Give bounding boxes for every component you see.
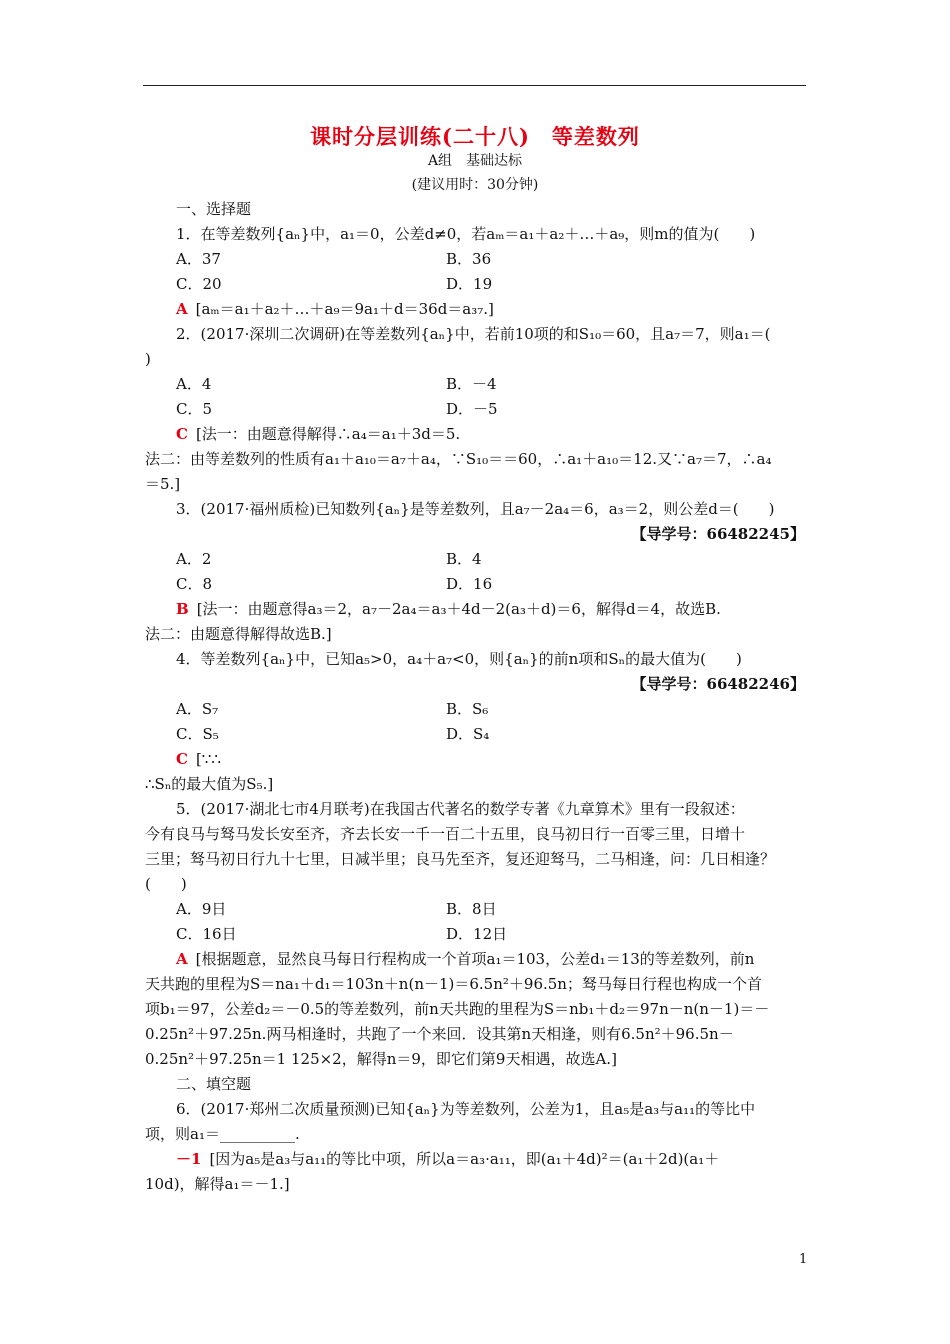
q1-answer-text: [aₘ＝a₁＋a₂＋…＋a₉＝9a₁＋d＝36d＝a₃₇.] xyxy=(195,300,494,318)
q3-guide-number: 【导学号：66482245】 xyxy=(631,525,805,543)
q4-option-d: D．S₄ xyxy=(446,725,490,743)
q1-option-a: A．37 xyxy=(176,250,221,268)
q6-answer xyxy=(176,1150,719,1168)
section-choice-heading: 一、选择题 xyxy=(176,200,252,218)
q5-answer-text: [根据题意，显然良马每日行程构成一个首项a₁＝103，公差d₁＝13的等差数列，前n xyxy=(195,950,755,968)
q5-option-c: C．16日 xyxy=(176,925,237,943)
q5-stem-line3: 三里；驽马初日行九十七里，日减半里；良马先至齐，复还迎驽马，二马相逢，问：几日相逢？ xyxy=(145,850,776,868)
q3-stem: 3．(2017·福州质检)已知数列{aₙ}是等差数列，且a₇－2a₄＝6，a₃＝2，则公差d＝( ) xyxy=(176,500,775,518)
q3-option-b: B．4 xyxy=(446,550,482,568)
q2-answer xyxy=(176,425,460,443)
q3-answer-line2: 法二：由题意得解得故选B.] xyxy=(145,625,332,643)
time-note: (建议用时：30分钟) xyxy=(411,177,539,193)
q3-answer-key: B xyxy=(176,600,189,618)
q4-answer-text: [∵∴ xyxy=(195,750,221,768)
q2-option-a: A．4 xyxy=(176,375,212,393)
q4-answer xyxy=(176,750,221,768)
q1-answer xyxy=(176,300,494,318)
q3-answer xyxy=(176,600,721,618)
q1-stem: 1．在等差数列{aₙ}中，a₁＝0，公差d≠0，若aₘ＝a₁＋a₂＋…＋a₉，则m的值为( ) xyxy=(176,225,756,243)
q5-option-b: B．8日 xyxy=(446,900,497,918)
section-fill-heading: 二、填空题 xyxy=(176,1075,252,1093)
q5-stem-line2: 今有良马与驽马发长安至齐，齐去长安一千一百二十五里，良马初日行一百零三里，日增十 xyxy=(145,825,746,843)
q5-answer-line4: 0.25n²＋97.25n.两马相逢时，共跑了一个来回．设其第n天相逢，则有6.5n²＋96.5n－ xyxy=(145,1025,734,1043)
q5-answer-line2: 天共跑的里程为S＝na₁＋d₁＝103n＋n(n－1)＝6.5n²＋96.5n；驽马每日行程也构成一个首 xyxy=(145,975,762,993)
q5-option-d: D．12日 xyxy=(446,925,508,943)
q4-option-c: C．S₅ xyxy=(176,725,219,743)
q5-stem: 5．(2017·湖北七市4月联考)在我国古代著名的数学专著《九章算术》里有一段叙述： xyxy=(176,800,745,818)
q2-answer-line2: 法二：由等差数列的性质有a₁＋a₁₀＝a₇＋a₄，∵S₁₀＝＝60，∴a₁＋a₁₀＝12.又∵a₇＝7，∴a₄ xyxy=(145,450,772,468)
q4-option-a: A．S₇ xyxy=(176,700,219,718)
q2-option-d: D．－5 xyxy=(446,400,498,418)
q1-option-c: C．20 xyxy=(176,275,222,293)
q2-option-b: B．－4 xyxy=(446,375,497,393)
q1-option-b: B．36 xyxy=(446,250,492,268)
q4-answer-line2: ∴Sₙ的最大值为S₅.] xyxy=(145,775,274,793)
q5-stem-line4: ( ) xyxy=(145,875,187,893)
group-title: A组 基础达标 xyxy=(427,153,523,169)
q6-stem-line2: 项，则a₁＝__________. xyxy=(145,1125,300,1143)
q4-answer-key: C xyxy=(176,750,188,768)
q1-option-d: D．19 xyxy=(446,275,493,293)
q6-answer-key: －1 xyxy=(176,1150,202,1168)
q3-option-a: A．2 xyxy=(176,550,212,568)
q2-stem: 2．(2017·深圳二次调研)在等差数列{aₙ}中，若前10项的和S₁₀＝60，且a₇＝7，则a₁＝( xyxy=(176,325,771,343)
page-number: 1 xyxy=(799,1252,808,1267)
q4-guide-number: 【导学号：66482246】 xyxy=(631,675,805,693)
q5-answer-line5: 0.25n²＋97.25n＝1 125×2，解得n＝9，即它们第9天相遇，故选A.] xyxy=(145,1050,617,1068)
q5-answer-line3: 项b₁＝97，公差d₂＝－0.5的等差数列，前n天共跑的里程为S＝nb₁＋d₂＝97n－n(n－1)＝－ xyxy=(145,1000,770,1018)
q3-option-c: C．8 xyxy=(176,575,213,593)
q2-answer-key: C xyxy=(176,425,188,443)
q5-option-a: A．9日 xyxy=(176,900,227,918)
q5-answer xyxy=(176,950,754,968)
q5-answer-key: A xyxy=(176,950,188,968)
page-title: 课时分层训练(二十八) 等差数列 xyxy=(310,124,640,149)
q6-answer-line2: 10d)，解得a₁＝－1.] xyxy=(145,1175,290,1193)
header-rule xyxy=(143,85,806,86)
q2-option-c: C．5 xyxy=(176,400,213,418)
q3-option-d: D．16 xyxy=(446,575,493,593)
q3-answer-text: [法一：由题意得a₃＝2，a₇－2a₄＝a₃＋4d－2(a₃＋d)＝6，解得d＝4，故选B. xyxy=(196,600,721,618)
q1-answer-key: A xyxy=(176,300,188,318)
q2-answer-text: [法一：由题意得解得∴a₄＝a₁＋3d＝5. xyxy=(195,425,461,443)
q2-answer-line3: ＝5.] xyxy=(145,475,181,493)
q6-stem: 6．(2017·郑州二次质量预测)已知{aₙ}为等差数列，公差为1，且a₅是a₃与a₁₁的等比中 xyxy=(176,1100,756,1118)
q2-stem-cont: ) xyxy=(145,350,151,368)
q4-option-b: B．S₆ xyxy=(446,700,489,718)
q4-stem: 4．等差数列{aₙ}中，已知a₅>0，a₄＋a₇<0，则{aₙ}的前n项和Sₙ的最大值为( ) xyxy=(176,650,742,668)
q6-answer-text: [因为a₅是a₃与a₁₁的等比中项，所以a＝a₃·a₁₁，即(a₁＋4d)²＝(a₁＋2d)(a₁＋ xyxy=(209,1150,720,1168)
